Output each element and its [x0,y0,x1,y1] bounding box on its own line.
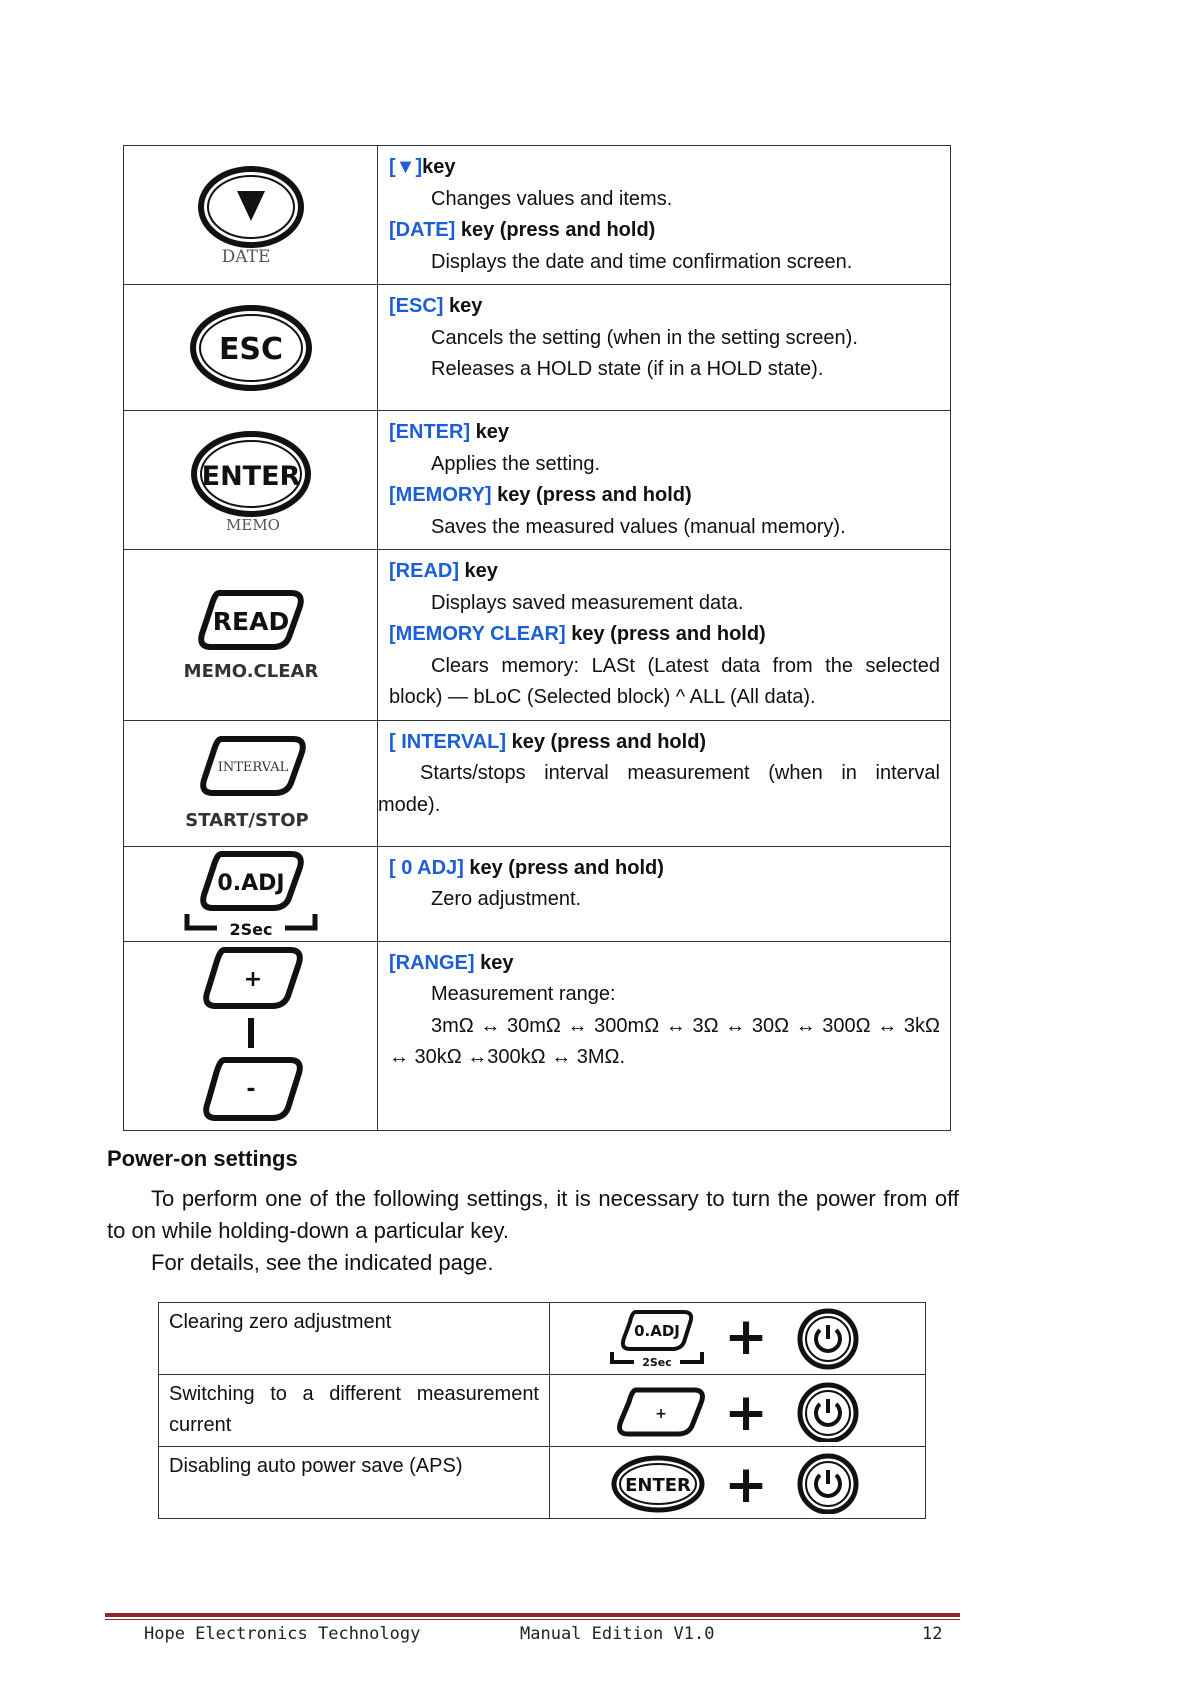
read-memo-clear-key-icon [181,585,321,685]
key-description: Changes values and items. [431,187,673,210]
key-description: Displays the date and time confirmation screen. [431,250,853,273]
two-sec-caption: 2Sec [229,919,272,939]
zero-adj-key-label: 0.ADJ [216,870,285,896]
table-row [124,846,951,941]
table-row [124,411,951,550]
key-description-cell [378,720,951,846]
key-description-cell [378,411,951,550]
paragraph-text: For details, see the indicated page. [151,1250,494,1275]
footer-divider [105,1613,960,1617]
key-description-cell [378,941,951,1130]
footer-edition: Manual Edition V1.0 [520,1624,715,1644]
setting-label: Clearing zero adjustment [159,1303,550,1375]
read-key-label: READ [212,606,289,636]
key-description: Clears memory: LASt (Latest data from the selected block) — bLoC (Selected block) ^ ALL (All data). [389,654,940,708]
key-description-table [123,145,951,1131]
key-combo-cell [550,1375,926,1447]
key-name: [ENTER] [389,421,471,443]
key-suffix: key (press and hold) [455,219,656,241]
key-name: [ESC] [389,295,444,317]
key-name: [ 0 ADJ] [389,856,464,879]
plus-key-label: + [243,966,262,992]
key-suffix: key (press and hold) [491,484,692,506]
key-name: [▼] [389,156,423,178]
key-suffix: key [459,560,498,582]
plus-icon: + [723,1454,768,1514]
key-image-cell [124,550,378,721]
key-name: [ INTERVAL] [389,730,507,753]
key-description: Starts/stops interval measurement (when in interval mode). [378,762,940,816]
enter-key-icon: ENTER [624,1474,691,1496]
interval-key-label: INTERVAL [217,760,288,775]
table-row [124,941,951,1130]
zero-adj-key-icon: 0.ADJ [633,1321,680,1340]
key-description-cell [378,846,951,941]
key-description: Displays saved measurement data. [431,591,744,614]
table-row [159,1303,926,1375]
key-image-cell [124,146,378,285]
key-image-cell [124,720,378,846]
power-on-settings-table [158,1302,926,1519]
enter-key-label: ENTER [201,461,300,492]
paragraph-text: To perform one of the following settings, it is necessary to turn the power from off to on while holding-down a particular key. [107,1186,959,1243]
key-image-cell [124,285,378,411]
memo-key-caption: MEMO [225,516,280,534]
key-suffix: key (press and hold) [565,623,766,645]
table-row [124,146,951,285]
key-combo-cell [550,1303,926,1375]
key-image-cell [124,941,378,1130]
key-description: Releases a HOLD state (if in a HOLD state). [431,358,824,380]
key-name: [RANGE] [389,951,475,974]
range-plus-minus-key-icon [186,944,316,1128]
key-description: Saves the measured values (manual memory). [431,515,846,538]
two-sec-caption: 2Sec [641,1355,672,1369]
key-suffix: key [422,156,456,178]
key-description: Measurement range: [431,983,616,1005]
key-suffix: key [443,295,483,317]
footer-company: Hope Electronics Technology [144,1624,421,1644]
key-description-cell [378,550,951,721]
setting-label: Disabling auto power save (APS) [159,1447,550,1519]
range-sequence: 3mΩ ↔ 30mΩ ↔ 300mΩ ↔ 3Ω ↔ 30Ω ↔ 300Ω ↔ 3kΩ ↔ 30kΩ ↔300kΩ ↔ 3MΩ. [389,1014,940,1068]
table-row [159,1447,926,1519]
zero-adj-key-icon [181,848,321,940]
memo-clear-caption: MEMO.CLEAR [183,660,318,682]
interval-start-stop-key-icon [181,731,321,835]
key-suffix: key (press and hold) [463,856,664,879]
footer-divider [105,1619,960,1620]
esc-key-label: ESC [218,331,283,367]
key-suffix: key [474,951,514,974]
key-name: [MEMORY CLEAR] [389,623,566,645]
setting-label: Switching to a different measurement current [159,1375,550,1447]
enter-memo-key-icon [186,426,316,534]
key-combo-cell [550,1447,926,1519]
table-row [124,720,951,846]
start-stop-caption: START/STOP [184,810,309,831]
range-plus-power-combo [608,1380,868,1442]
key-description: Applies the setting. [431,452,600,475]
down-arrow-date-key-icon [191,161,311,269]
key-suffix: key (press and hold) [506,730,707,753]
table-row [124,550,951,721]
date-key-caption: DATE [221,247,270,267]
key-name: [DATE] [389,219,456,241]
section-title: Power-on settings [107,1146,298,1171]
key-name: [READ] [389,560,459,582]
plus-key-icon: + [654,1405,667,1422]
minus-key-label: - [245,1076,256,1102]
table-row [159,1375,926,1447]
key-description: Zero adjustment. [431,888,582,910]
key-suffix: key [470,421,510,443]
key-description-cell [378,285,951,411]
section-paragraph [107,1183,959,1279]
key-description: Cancels the setting (when in the setting screen). [431,326,858,349]
key-description-cell [378,146,951,285]
page-number: 12 [922,1624,943,1644]
plus-icon: + [723,1307,768,1367]
key-name: [MEMORY] [389,484,492,506]
esc-key-icon [186,300,316,396]
enter-plus-power-combo [608,1452,868,1514]
zero-adj-plus-power-combo [608,1308,868,1370]
key-image-cell [124,846,378,941]
key-image-cell [124,411,378,550]
table-row [124,285,951,411]
plus-icon: + [723,1382,768,1442]
